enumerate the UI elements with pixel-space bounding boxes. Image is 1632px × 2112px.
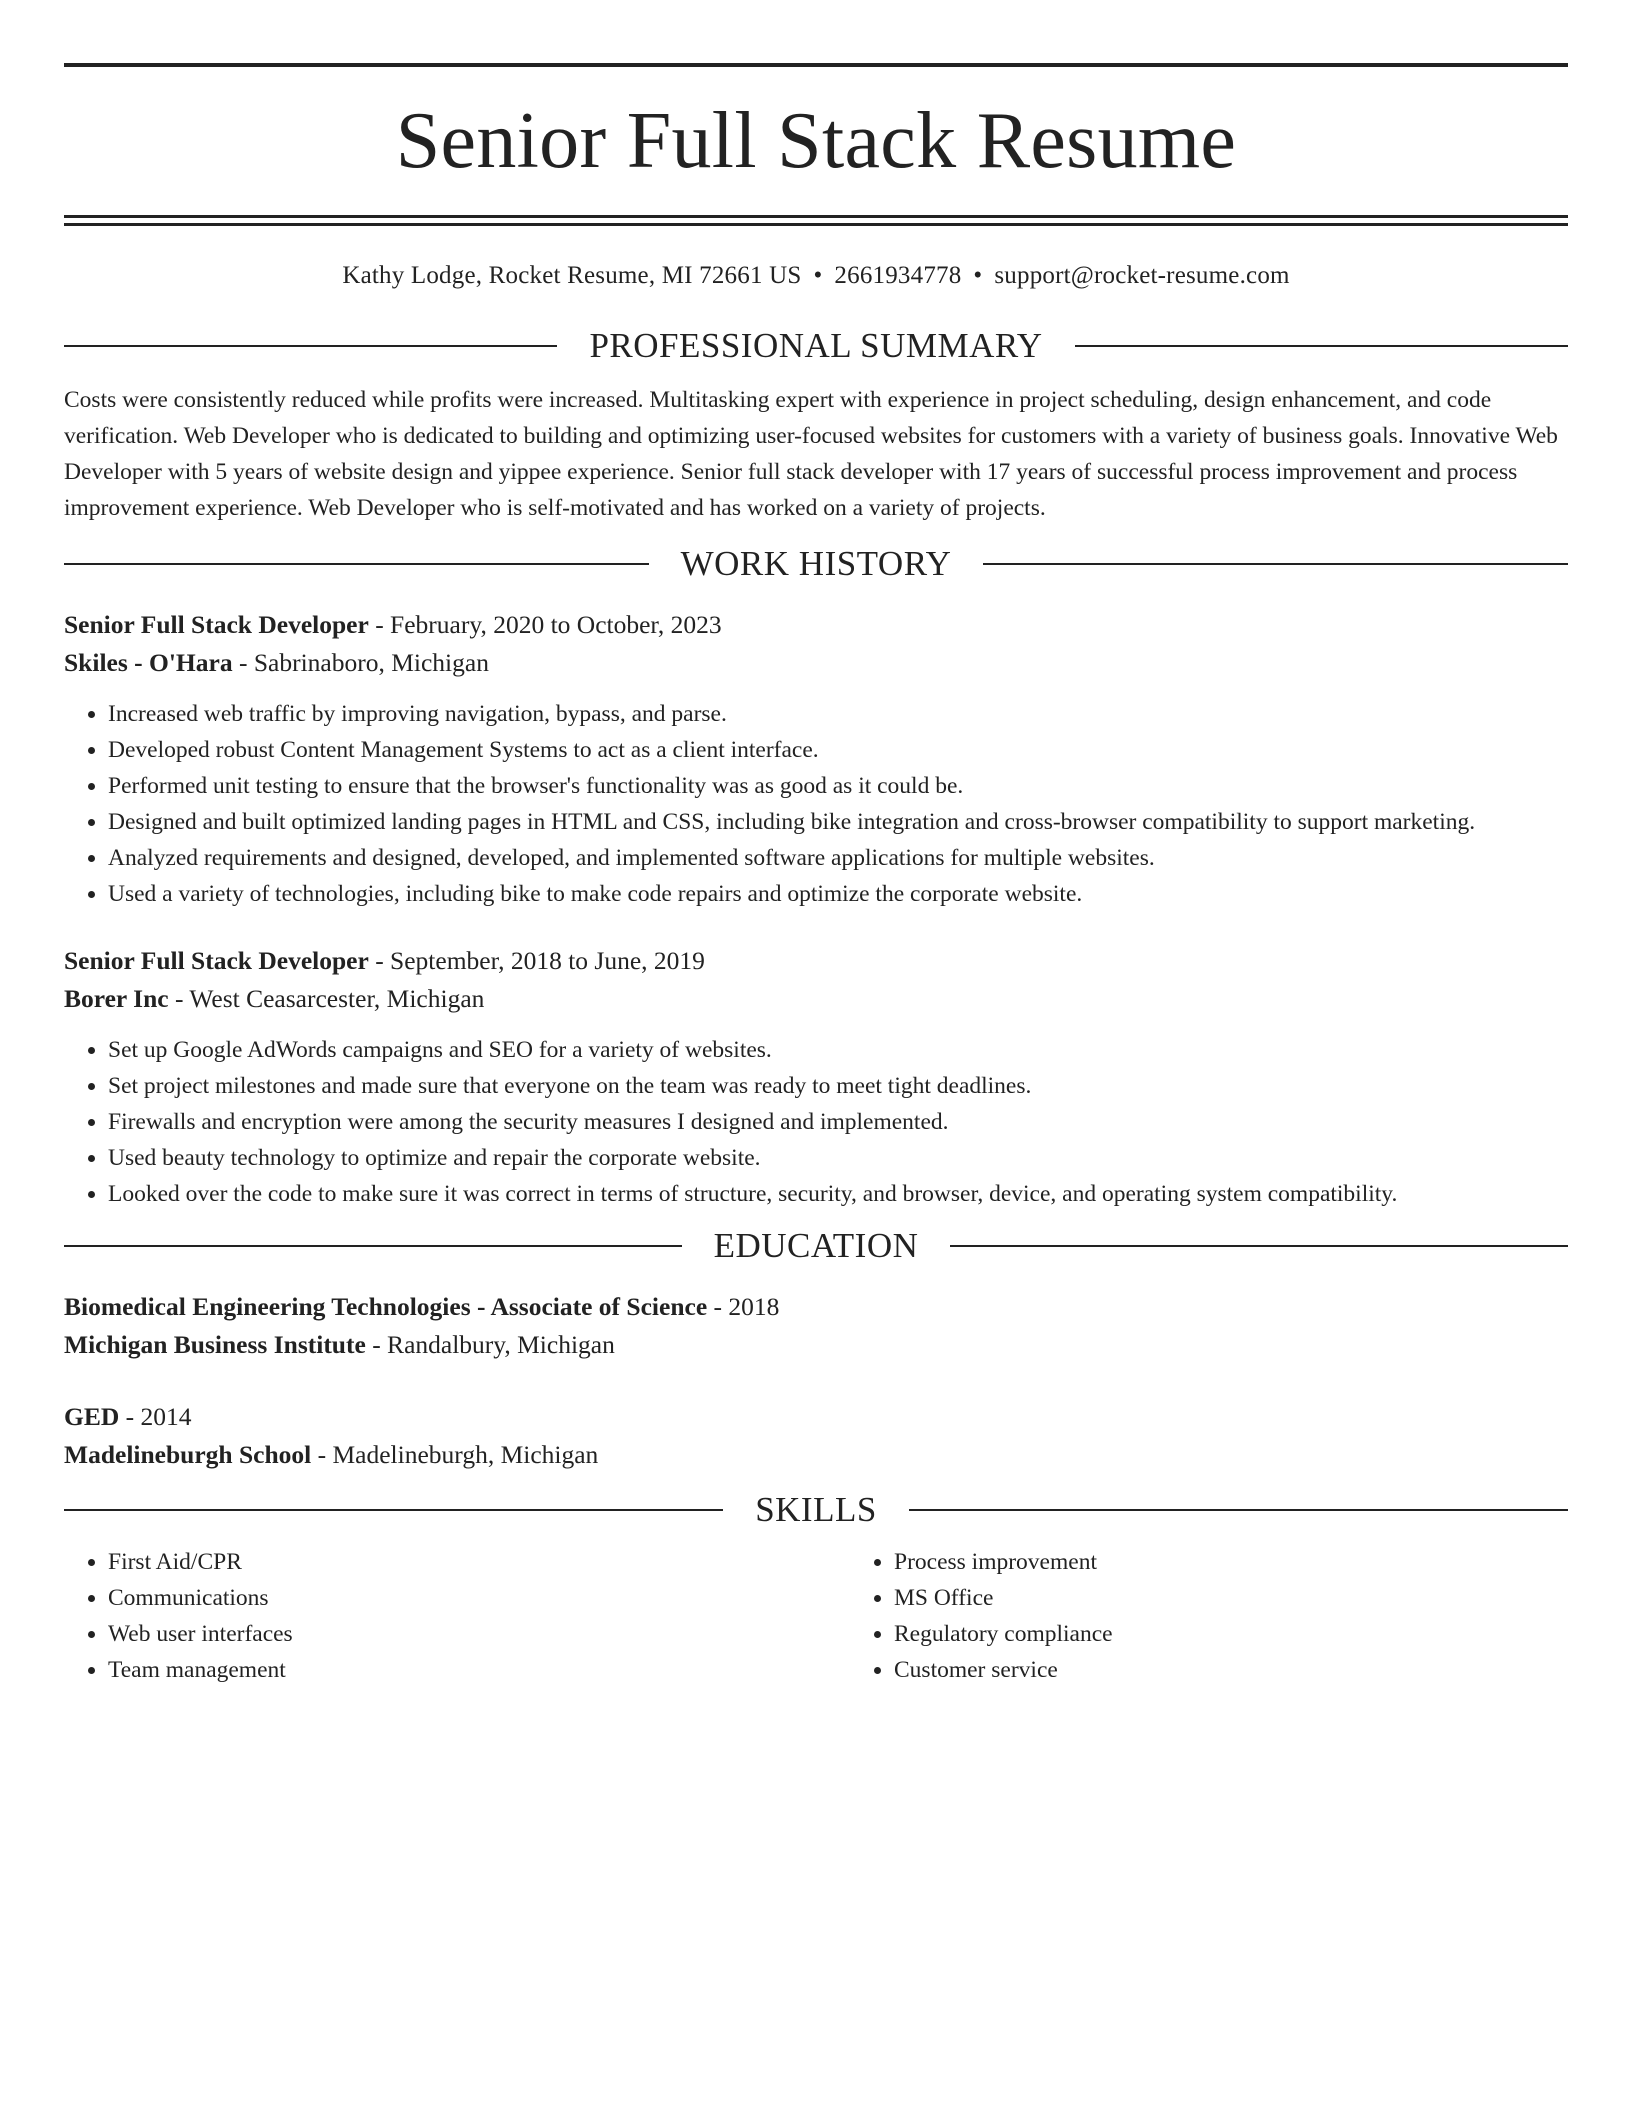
job-dates: - February, 2020 to October, 2023 (375, 610, 722, 639)
skills-grid (64, 1544, 1568, 1688)
degree: Biomedical Engineering Technologies - Associate of Science (64, 1292, 708, 1321)
list-item: • Set project milestones and made sure that everyone on the team was ready to meet tight deadlines. (108, 1068, 1568, 1104)
job-company: Borer Inc (64, 984, 169, 1013)
job-title: Senior Full Stack Developer (64, 946, 369, 975)
list-item: • Used a variety of technologies, including bike to make code repairs and optimize the corporate website. (108, 876, 1568, 912)
list-item: • Analyzed requirements and designed, developed, and implemented software applications for multiple websites. (108, 840, 1568, 876)
job-location: - Sabrinaboro, Michigan (238, 648, 489, 677)
section-heading-label: PROFESSIONAL SUMMARY (589, 326, 1043, 365)
list-item: • Process improvement (894, 1544, 1113, 1580)
contact-separator: • (973, 262, 983, 289)
title-bottom-double-rule (64, 215, 1568, 226)
job-title-line (64, 606, 1568, 644)
contact-email: support@rocket-resume.com (994, 262, 1290, 289)
section-heading-label: EDUCATION (713, 1226, 919, 1265)
section-heading-skills (64, 1490, 1568, 1530)
page-title: Senior Full Stack Resume (395, 97, 1237, 185)
heading-rule-right (950, 1245, 1568, 1247)
degree-line (64, 1398, 1568, 1436)
degree-year: - 2018 (713, 1292, 780, 1321)
list-item: • Designed and built optimized landing pages in HTML and CSS, including bike integration and cross-browser compatibility to support marketing. (108, 804, 1568, 840)
section-heading-label: SKILLS (755, 1490, 877, 1529)
heading-rule-left (64, 1245, 682, 1247)
contact-line (64, 260, 1568, 292)
summary-paragraph: Costs were consistently reduced while profits were increased. Multitasking expert with experience in project scheduling, design enhancement, and code verification. Web Developer who is dedicated to building and optimizing user-focused websites for customers with a variety of business goals. Innovative Web Developer with 5 years of website design and yippee experience. Senior full stack developer with 17 years of successful process improvement and process improvement experience. Web Developer who is self-motivated and has worked on a variety of projects. (64, 387, 1558, 521)
job-bullets (64, 696, 1568, 912)
skills-column-left (64, 1544, 850, 1688)
contact-address: Kathy Lodge, Rocket Resume, MI 72661 US (342, 262, 802, 289)
section-heading-summary (64, 326, 1568, 366)
list-item: • Web user interfaces (108, 1616, 850, 1652)
section-heading-label: WORK HISTORY (680, 544, 952, 583)
skills-column-right (850, 1544, 1113, 1688)
heading-rule-left (64, 563, 649, 565)
work-entry-1 (64, 606, 1568, 912)
section-heading-education (64, 1226, 1568, 1266)
education-entry-2 (64, 1398, 1568, 1474)
list-item: • Set up Google AdWords campaigns and SEO for a variety of websites. (108, 1032, 1568, 1068)
list-item: • Developed robust Content Management Systems to act as a client interface. (108, 732, 1568, 768)
school-line (64, 1436, 1568, 1474)
job-title: Senior Full Stack Developer (64, 610, 369, 639)
list-item: • Regulatory compliance (894, 1616, 1113, 1652)
school: Michigan Business Institute (64, 1330, 366, 1359)
heading-rule-right (983, 563, 1568, 565)
list-item: • Used beauty technology to optimize and repair the corporate website. (108, 1140, 1568, 1176)
heading-rule-right (909, 1509, 1568, 1511)
school-location: - Randalbury, Michigan (372, 1330, 615, 1359)
title-top-rule (64, 63, 1568, 67)
job-location: - West Ceasarcester, Michigan (174, 984, 485, 1013)
heading-rule-left (64, 1509, 723, 1511)
job-dates: - September, 2018 to June, 2019 (375, 946, 705, 975)
job-bullets (64, 1032, 1568, 1212)
section-heading-work (64, 544, 1568, 584)
heading-rule-right (1075, 345, 1568, 347)
list-item: • Communications (108, 1580, 850, 1616)
contact-phone: 2661934778 (834, 262, 962, 289)
school: Madelineburgh School (64, 1440, 312, 1469)
job-company-line (64, 644, 1568, 682)
degree-year: - 2014 (125, 1402, 192, 1431)
list-item: • Firewalls and encryption were among the security measures I designed and implemented. (108, 1104, 1568, 1140)
heading-rule-left (64, 345, 557, 347)
job-company: Skiles - O'Hara (64, 648, 233, 677)
degree-line (64, 1288, 1568, 1326)
contact-separator: • (813, 262, 823, 289)
list-item: • Performed unit testing to ensure that the browser's functionality was as good as it could be. (108, 768, 1568, 804)
list-item: • Team management (108, 1652, 850, 1688)
list-item: • First Aid/CPR (108, 1544, 850, 1580)
list-item: • Customer service (894, 1652, 1113, 1688)
list-item: • Looked over the code to make sure it was correct in terms of structure, security, and browser, device, and operating system compatibility. (108, 1176, 1568, 1212)
degree: GED (64, 1402, 120, 1431)
school-line (64, 1326, 1568, 1364)
list-item: • MS Office (894, 1580, 1113, 1616)
school-location: - Madelineburgh, Michigan (317, 1440, 599, 1469)
education-entry-1 (64, 1288, 1568, 1364)
job-title-line (64, 942, 1568, 980)
job-company-line (64, 980, 1568, 1018)
list-item: • Increased web traffic by improving navigation, bypass, and parse. (108, 696, 1568, 732)
work-entry-2 (64, 942, 1568, 1212)
